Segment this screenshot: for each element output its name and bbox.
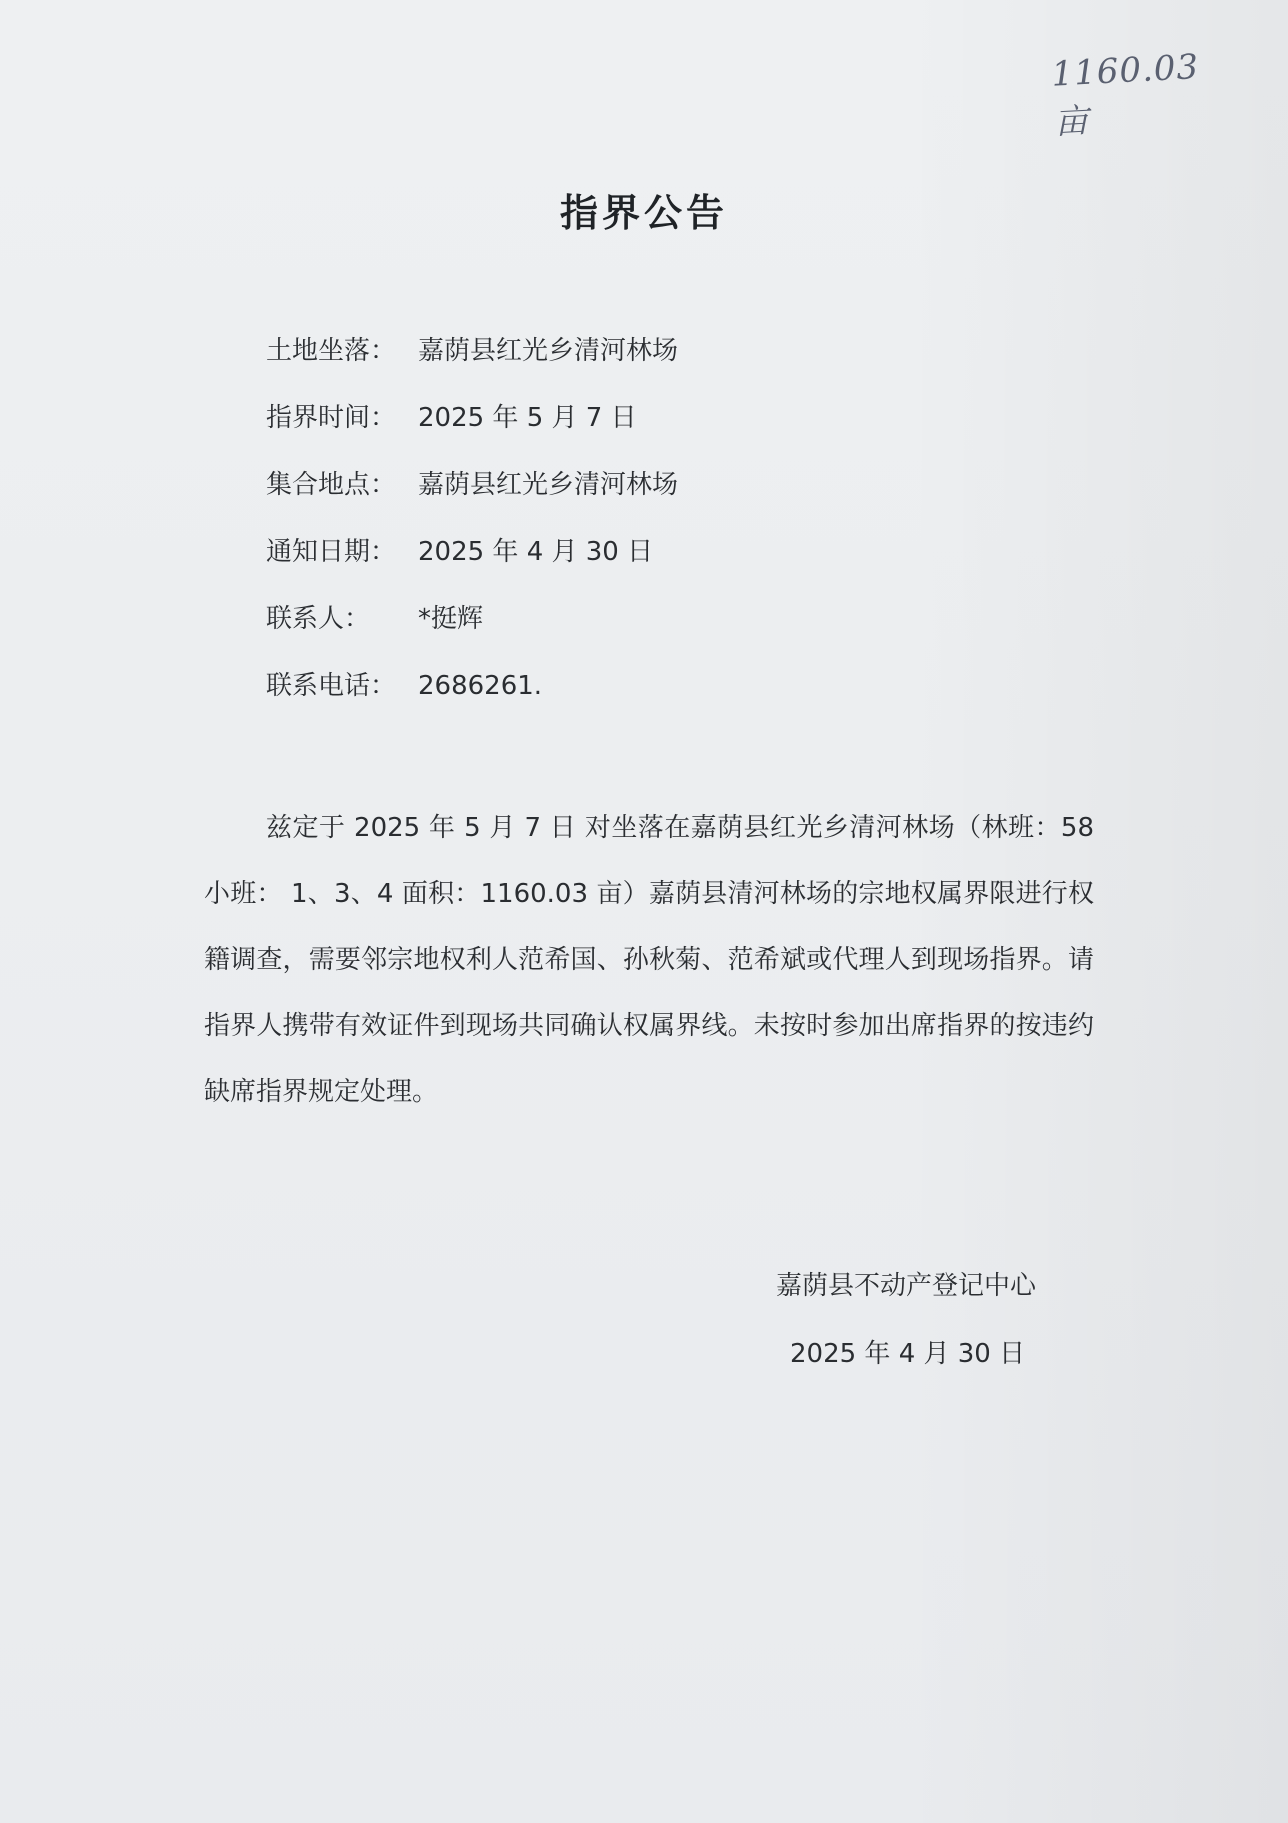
field-label: 通知日期： [266, 537, 397, 567]
field-label: 集合地点： [266, 470, 397, 500]
field-value: *挺辉 [418, 604, 484, 634]
handwritten-note: 1160.03亩 [1050, 47, 1201, 143]
field-label: 指界时间： [266, 403, 397, 433]
field-label: 土地坐落： [266, 336, 397, 366]
field-contact-person [266, 598, 483, 635]
field-label: 联系人： [266, 604, 371, 634]
field-land-location [266, 330, 678, 367]
field-meeting-place [266, 464, 678, 501]
issuer-name: 嘉荫县不动产登记中心 [776, 1271, 1037, 1301]
field-value: 嘉荫县红光乡清河林场 [418, 336, 679, 366]
notice-body: 兹定于 2025 年 5 月 7 日 对坐落在嘉荫县红光乡清河林场（林班：58 小班： 1、3、4 面积：1160.03 亩）嘉荫县清河林场的宗地权属界限进行权籍调查，需要邻宗地权利人范希国、孙秋菊、范希斌或代理人到现场指界。请指界人携带有效证件到现场共同确认权属界线。未按时参加出席指界的按违约缺席指界规定处理。 [204, 813, 1094, 1107]
field-notice-date [266, 531, 653, 568]
document-title: 指界公告 [559, 191, 728, 235]
field-value: 2025 年 4 月 30 日 [418, 537, 654, 567]
field-label: 联系电话： [266, 671, 397, 701]
field-demarcation-time [266, 397, 637, 434]
field-contact-phone [266, 665, 542, 702]
field-value: 嘉荫县红光乡清河林场 [418, 470, 679, 500]
field-value: 2686261. [418, 671, 543, 701]
field-value: 2025 年 5 月 7 日 [418, 403, 637, 433]
issue-date: 2025 年 4 月 30 日 [790, 1339, 1026, 1369]
